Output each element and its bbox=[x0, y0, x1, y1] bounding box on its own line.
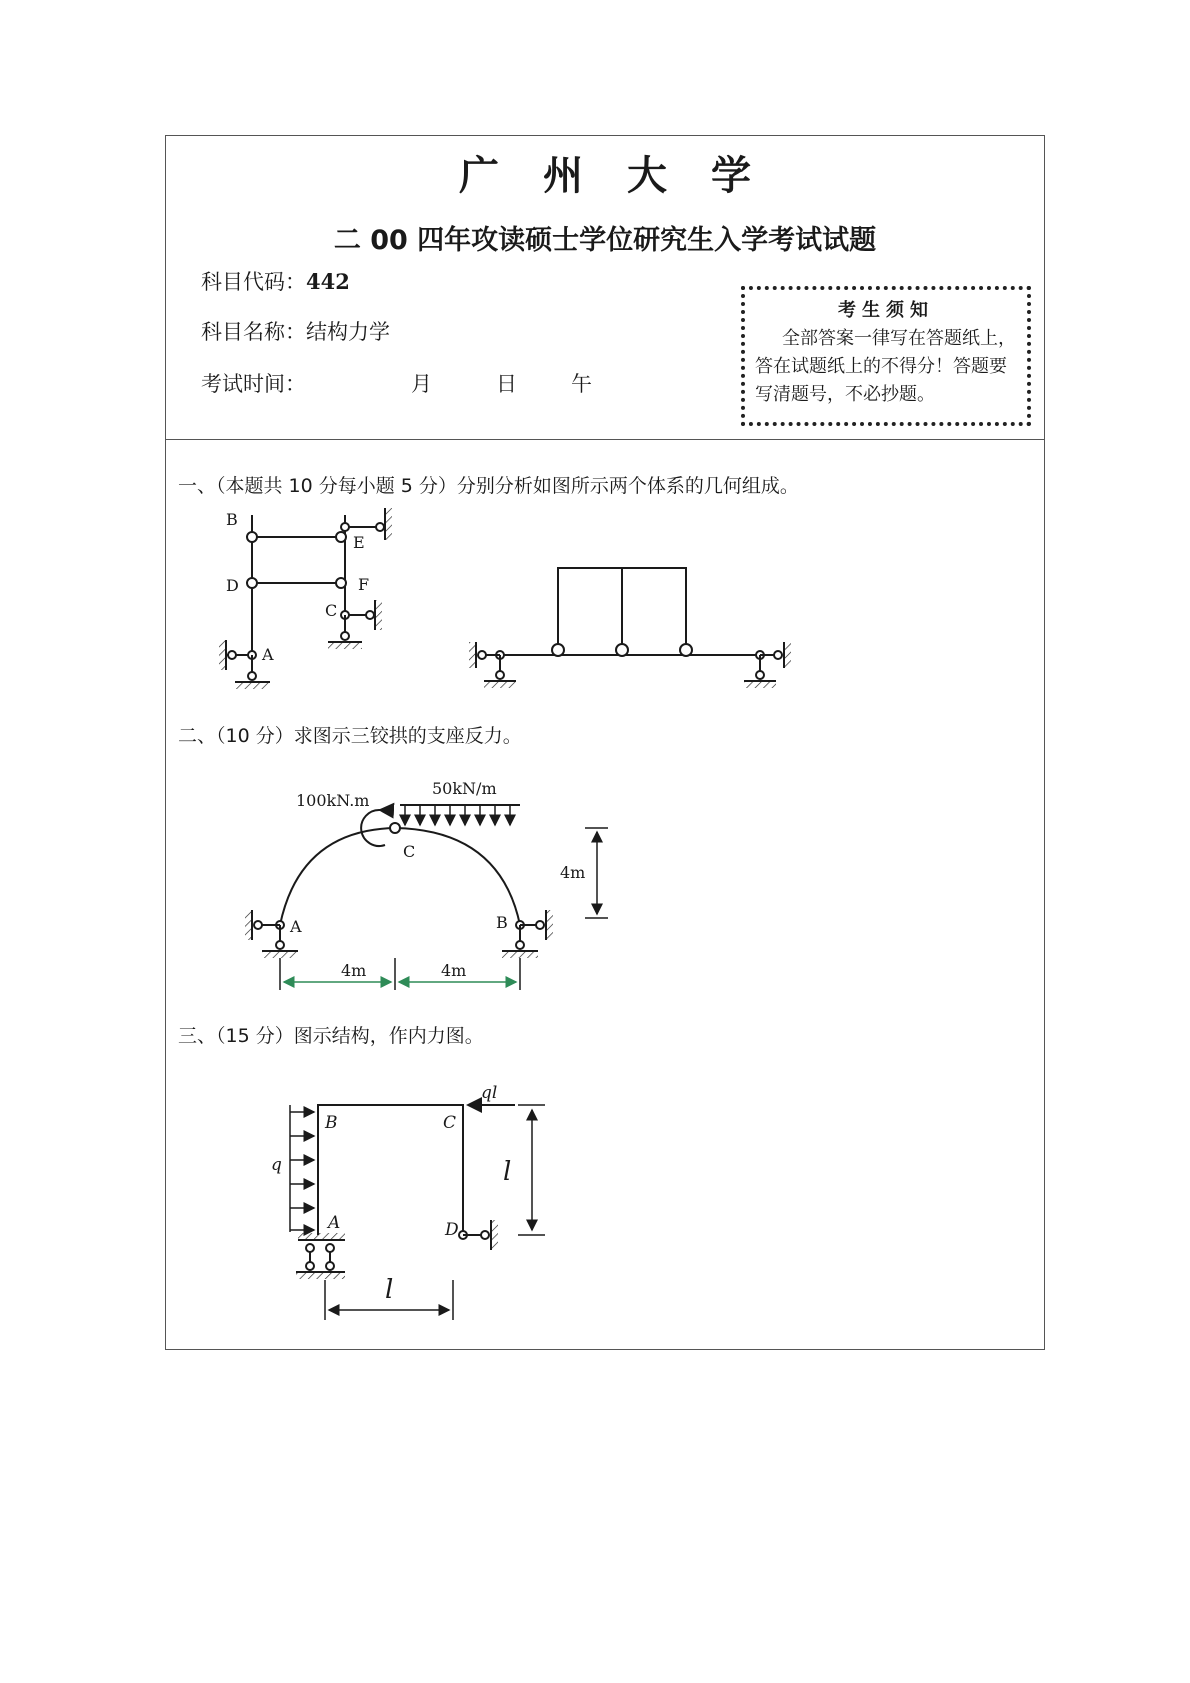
fig2-node-a: A bbox=[290, 917, 302, 936]
fig3-node-c: C bbox=[443, 1113, 457, 1133]
fig1-label-c: C bbox=[325, 601, 338, 620]
exam-time-day: 日 bbox=[496, 372, 517, 396]
question-2-text: 二、（10 分）求图示三铰拱的支座反力。 bbox=[178, 725, 522, 747]
exam-time-month: 月 bbox=[411, 372, 432, 396]
figure-2-arch bbox=[245, 805, 608, 990]
fig3-node-d: D bbox=[445, 1220, 459, 1240]
figure-1-right bbox=[469, 568, 791, 688]
subject-code-label: 科目代码： bbox=[201, 270, 306, 294]
fig3-l-horizontal-label: l bbox=[385, 1275, 394, 1305]
fig3-l-vertical-label: l bbox=[503, 1157, 512, 1187]
figure-1-left bbox=[219, 508, 392, 689]
fig2-load-label: 50kN/m bbox=[432, 779, 497, 798]
subject-name-label: 科目名称： bbox=[201, 320, 306, 344]
fig1-label-d: D bbox=[226, 576, 239, 595]
fig3-q-label: q bbox=[271, 1155, 282, 1175]
fig2-height-label: 4m bbox=[560, 863, 586, 882]
fig2-span-left-label: 4m bbox=[341, 961, 367, 980]
fig1-label-b: B bbox=[226, 510, 238, 529]
university-name: 广州大学 bbox=[459, 153, 795, 199]
fig2-span-right-label: 4m bbox=[441, 961, 467, 980]
exam-time-noon: 午 bbox=[571, 372, 592, 396]
exam-time-label: 考试时间： bbox=[201, 372, 306, 396]
fig3-node-a: A bbox=[328, 1213, 341, 1233]
notice-body: 全部答案一律写在答题纸上，答在试题纸上的不得分！答题要写清题号，不必抄题。 bbox=[755, 328, 1016, 405]
fig3-ql-label: ql bbox=[481, 1083, 498, 1103]
subject-code-value: 442 bbox=[306, 269, 350, 294]
fig1-label-f: F bbox=[358, 575, 370, 594]
fig1-label-a: A bbox=[262, 645, 274, 664]
fig2-moment-label: 100kN.m bbox=[296, 791, 370, 810]
question-1-text: 一、（本题共 10 分每小题 5 分）分别分析如图所示两个体系的几何组成。 bbox=[178, 475, 799, 497]
fig3-node-b: B bbox=[325, 1113, 338, 1133]
exam-title: 二 00 四年攻读硕士学位研究生入学考试试题 bbox=[333, 225, 877, 256]
question-3-text: 三、（15 分）图示结构，作内力图。 bbox=[178, 1025, 484, 1047]
fig2-node-b: B bbox=[496, 913, 508, 932]
subject-name-value: 结构力学 bbox=[306, 320, 390, 344]
fig2-node-c: C bbox=[403, 842, 416, 861]
fig1-label-e: E bbox=[353, 533, 365, 552]
notice-title: 考生须知 bbox=[838, 300, 934, 321]
